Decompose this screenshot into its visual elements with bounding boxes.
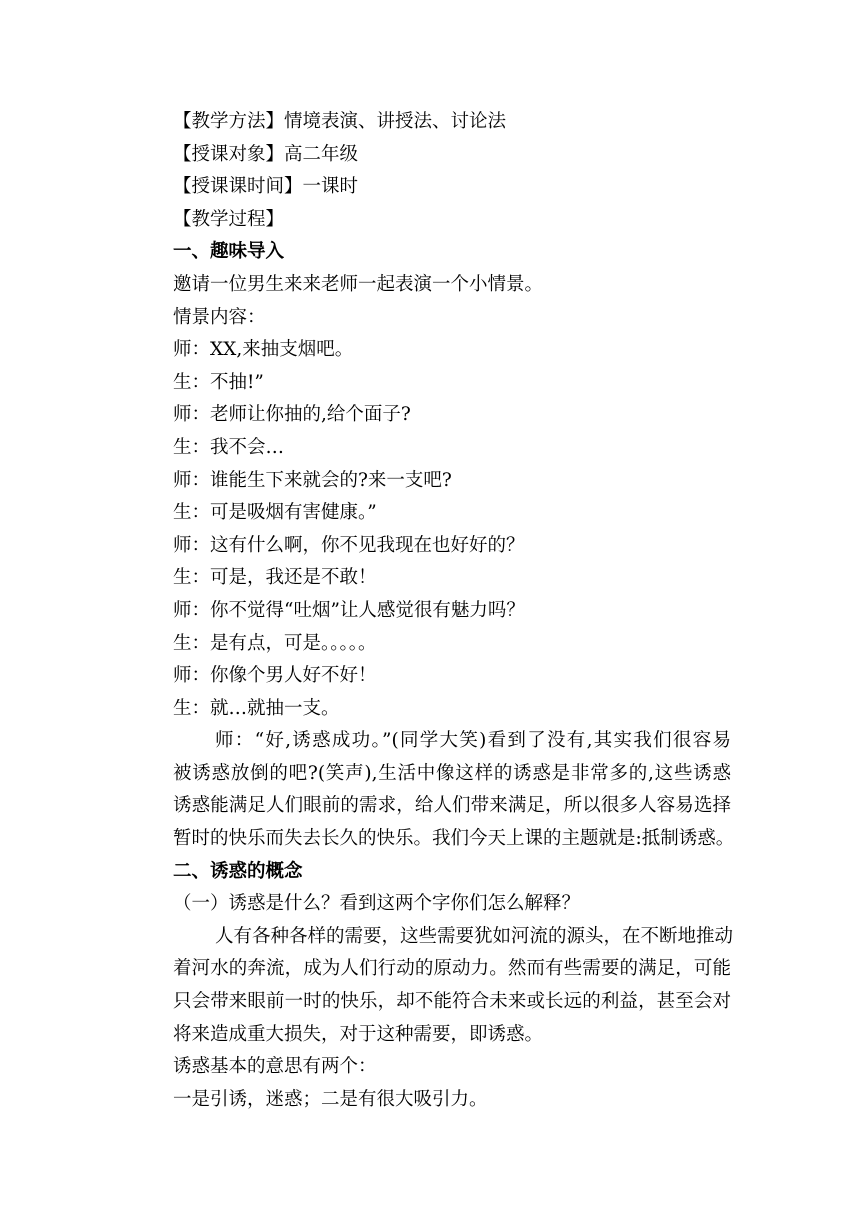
explanation-paragraph (131, 921, 734, 1051)
section-heading-intro: 一、趣味导入 (173, 241, 285, 263)
meta-label: 【授课对象】 (173, 143, 285, 165)
meta-label: 【教学方法】 (173, 111, 285, 132)
meaning-text: 一是引诱，迷惑；二是有很大吸引力。 (173, 1088, 488, 1110)
dialogue-line: 生：我不会… (173, 436, 285, 458)
closing-paragraph (131, 725, 735, 855)
dialogue-line: 生：可是，我还是不敢！ (173, 567, 377, 589)
dialogue-line: 师：谁能生下来就会的?来一支吧? (173, 469, 452, 491)
paragraph-line: 被诱惑放倒的吧?(笑声),生活中像这样的诱惑是非常多的,这些诱惑 (173, 762, 731, 784)
dialogue-line: 师：XX,来抽支烟吧。 (173, 339, 354, 361)
process-heading: 【教学过程】 (173, 208, 285, 230)
document-body (131, 106, 735, 1116)
meta-value: 一课时 (302, 176, 359, 198)
intro-text: 邀请一位男生来来老师一起表演一个小情景。 (173, 273, 544, 295)
dialogue-line: 生：不抽!” (173, 371, 264, 393)
meta-teaching-method (131, 106, 731, 139)
meta-value: 高二年级 (284, 143, 359, 165)
meta-value: 情境表演、讲授法、讨论法 (284, 111, 507, 132)
dialogue-line: 生：是有点，可是。。。。。 (173, 632, 377, 654)
paragraph-line: 暂时的快乐而失去长久的快乐。我们今天上课的主题就是:抵制诱惑。 (173, 828, 735, 850)
concept-question: （一）诱惑是什么？看到这两个字你们怎么解释？ (173, 893, 581, 915)
paragraph-line: 将来造成重大损失，对于这种需要，即诱惑。 (173, 1023, 544, 1045)
paragraph-line: 只会带来眼前一时的快乐，却不能符合未来或长远的利益，甚至会对 (173, 991, 731, 1013)
dialogue-line: 师：你像个男人好不好！ (173, 665, 377, 687)
scene-label: 情景内容： (173, 306, 266, 328)
dialogue-line: 生：就…就抽一支。 (173, 697, 340, 719)
meaning-intro: 诱惑基本的意思有两个： (173, 1056, 377, 1078)
dialogue-line: 师：这有什么啊，你不见我现在也好好的？ (173, 534, 525, 556)
dialogue-line: 师：你不觉得“吐烟”让人感觉很有魅力吗？ (173, 599, 525, 621)
dialogue-line: 师：老师让你抽的,给个面子? (173, 404, 411, 426)
paragraph-line: 着河水的奔流，成为人们行动的原动力。然而有些需要的满足，可能 (173, 958, 731, 980)
meta-label: 【授课课时间】 (173, 176, 303, 198)
meta-audience (131, 139, 731, 172)
paragraph-line: 人有各种各样的需要，这些需要犹如河流的源头，在不断地推动 (215, 925, 734, 947)
dialogue-line: 生：可是吸烟有害健康。” (173, 502, 377, 524)
section-heading-concept: 二、诱惑的概念 (173, 860, 303, 882)
paragraph-line: 诱惑能满足人们眼前的需求，给人们带来满足，所以很多人容易选择 (173, 795, 731, 817)
meta-duration (131, 171, 731, 204)
paragraph-line: 师：“好,诱惑成功。”(同学大笑)看到了没有,其实我们很容易 (215, 730, 731, 752)
